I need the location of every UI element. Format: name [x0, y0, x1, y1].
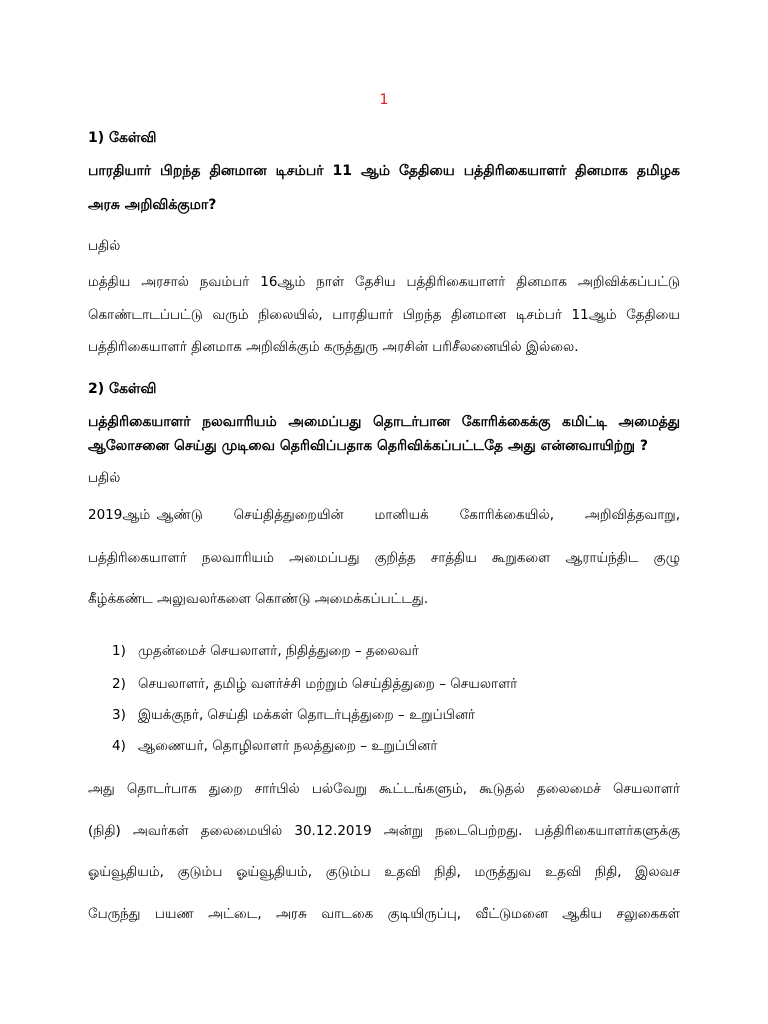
committee-item-text: இயக்குநர், செய்தி மக்கள் தொடர்புத்துறை – உறுப்பினர்	[138, 707, 476, 723]
committee-item	[112, 738, 437, 756]
question-2-line-1: பத்திரிகையாளர் நலவாரியம் அமைப்பது தொடர்பான கோரிக்கைக்கு கமிட்டி அமைத்து	[88, 414, 680, 430]
page-number: 1	[379, 92, 389, 108]
answer-1-label: பதில்	[88, 238, 121, 254]
committee-item-number: 3)	[112, 707, 126, 723]
answer-2-line-3: கீழ்க்கண்ட அலுவலர்களை கொண்டு அமைக்கப்பட்டது.	[88, 591, 429, 607]
committee-item-number: 4)	[112, 738, 126, 754]
answer-2-line-1: 2019ஆம் ஆண்டு செய்தித்துறையின் மானியக் கோரிக்கையில், அறிவித்தவாறு,	[88, 507, 680, 523]
committee-item-number: 1)	[112, 643, 126, 659]
followup-line-2: (நிதி) அவர்கள் தலைமையில் 30.12.2019 அன்று நடைபெற்றது. பத்திரிகையாளர்களுக்கு	[88, 823, 680, 839]
answer-1-line-2: கொண்டாடப்பட்டு வரும் நிலையில், பாரதியார் பிறந்த தினமான டிசம்பர் 11ஆம் தேதியை	[88, 307, 680, 323]
committee-item-text: செயலாளர், தமிழ் வளர்ச்சி மற்றும் செய்தித்துறை – செயலாளர்	[138, 676, 518, 692]
answer-1-line-1: மத்திய அரசால் நவம்பர் 16ஆம் நாள் தேசிய பத்திரிகையாளர் தினமாக அறிவிக்கப்பட்டு	[88, 274, 680, 290]
question-1-line-2: அரசு அறிவிக்குமா?	[88, 197, 217, 213]
question-1-heading: 1) கேள்வி	[88, 130, 157, 146]
answer-2-label: பதில்	[88, 470, 121, 486]
followup-line-4: பேருந்து பயண அட்டை, அரசு வாடகை குடியிருப்பு, வீட்டுமனை ஆகிய சலுகைகள்	[88, 906, 680, 922]
question-2-heading: 2) கேள்வி	[88, 381, 157, 397]
followup-line-1: அது தொடர்பாக துறை சார்பில் பல்வேறு கூட்டங்களும், கூடுதல் தலைமைச் செயலாளர்	[88, 781, 680, 797]
question-2-line-2: ஆலோசனை செய்து முடிவை தெரிவிப்பதாக தெரிவிக்கப்பட்டதே அது என்னவாயிற்று ?	[88, 438, 648, 454]
committee-item-text: முதன்மைச் செயலாளர், நிதித்துறை – தலைவர்	[138, 643, 419, 659]
committee-item	[112, 676, 517, 694]
answer-2-line-2: பத்திரிகையாளர் நலவாரியம் அமைப்பது குறித்த சாத்திய கூறுகளை ஆராய்ந்திட குழு	[88, 550, 680, 566]
committee-item	[112, 643, 419, 661]
followup-line-3: ஓய்வூதியம், குடும்ப ஓய்வூதியம், குடும்ப உதவி நிதி, மருத்துவ உதவி நிதி, இலவச	[88, 864, 680, 880]
question-1-line-1: பாரதியார் பிறந்த தினமான டிசம்பர் 11 ஆம் தேதியை பத்திரிகையாளர் தினமாக தமிழக	[88, 163, 680, 179]
committee-item-text: ஆணையர், தொழிலாளர் நலத்துறை – உறுப்பினர்	[138, 738, 438, 754]
committee-item-number: 2)	[112, 676, 126, 692]
answer-1-line-3: பத்திரிகையாளர் தினமாக அறிவிக்கும் கருத்துரு அரசின் பரிசீலனையில் இல்லை.	[88, 339, 579, 355]
committee-item	[112, 707, 475, 725]
